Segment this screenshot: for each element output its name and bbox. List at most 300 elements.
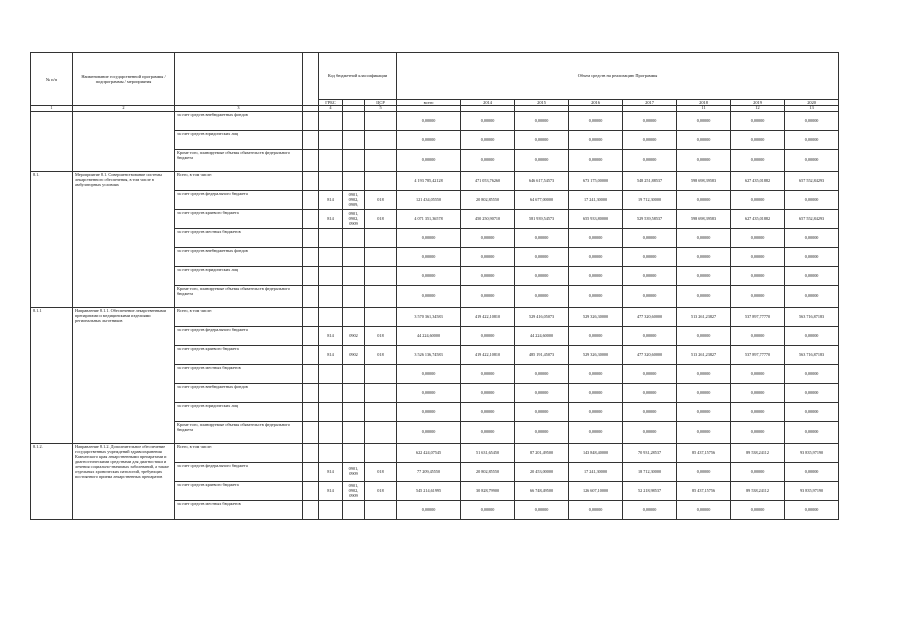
header-year: 2020 xyxy=(785,100,839,106)
amount-year: 0,00000 xyxy=(623,267,677,286)
grbs-code xyxy=(319,248,343,267)
section-code xyxy=(343,403,365,422)
budget-table xyxy=(30,52,839,520)
amount-year: 0,00000 xyxy=(785,384,839,403)
csr-code: 018 xyxy=(365,482,397,501)
header-name: Наименование государственной программы / подпрограммы / мероприятия xyxy=(73,53,175,106)
amount-year: 17 241,30000 xyxy=(569,191,623,210)
amount-year: 85 437,15756 xyxy=(677,444,731,463)
amount-year: 0,00000 xyxy=(515,384,569,403)
amount-year: 0,00000 xyxy=(515,365,569,384)
amount-year: 548 251,88537 xyxy=(623,172,677,191)
amount-total: 0,00000 xyxy=(397,112,461,131)
amount-total: 0,00000 xyxy=(397,150,461,172)
column-index-cell: 13 xyxy=(785,106,839,112)
amount-year: 0,00000 xyxy=(785,150,839,172)
grbs-code: 814 xyxy=(319,346,343,365)
amount-year: 0,00000 xyxy=(569,150,623,172)
gap-cell xyxy=(303,365,319,384)
amount-total: 0,00000 xyxy=(397,422,461,444)
funding-source: за счет средств краевого бюджета xyxy=(175,346,303,365)
csr-code xyxy=(365,403,397,422)
section-code: 0902 xyxy=(343,327,365,346)
grbs-code xyxy=(319,150,343,172)
amount-year: 0,00000 xyxy=(515,248,569,267)
amount-total: 0,00000 xyxy=(397,248,461,267)
amount-year: 581 939,54573 xyxy=(515,210,569,229)
amount-year: 0,00000 xyxy=(731,131,785,150)
amount-year: 0,00000 xyxy=(731,403,785,422)
csr-code xyxy=(365,501,397,520)
header-year: 2017 xyxy=(623,100,677,106)
funding-source: за счет средств юридических лиц xyxy=(175,131,303,150)
amount-year: 0,00000 xyxy=(731,463,785,482)
amount-year: 0,00000 xyxy=(461,286,515,308)
gap-cell xyxy=(303,286,319,308)
header-empty xyxy=(175,53,303,106)
funding-source: за счет средств внебюджетных фондов xyxy=(175,248,303,267)
amount-year: 0,00000 xyxy=(785,365,839,384)
csr-code xyxy=(365,422,397,444)
section-code xyxy=(343,286,365,308)
row-number xyxy=(31,112,73,172)
gap-cell xyxy=(303,422,319,444)
amount-year: 529 416,05073 xyxy=(515,308,569,327)
amount-year: 0,00000 xyxy=(785,267,839,286)
amount-year: 657 552,84293 xyxy=(785,172,839,191)
gap-cell xyxy=(303,131,319,150)
column-index-cell: 12 xyxy=(731,106,785,112)
amount-year: 598 698,39583 xyxy=(677,172,731,191)
funding-source: за счет средств внебюджетных фондов xyxy=(175,112,303,131)
amount-year: 598 698,39583 xyxy=(677,210,731,229)
gap-cell xyxy=(303,267,319,286)
amount-year: 0,00000 xyxy=(569,384,623,403)
amount-year: 44 224,60000 xyxy=(515,327,569,346)
amount-year: 51 631,65450 xyxy=(461,444,515,463)
amount-year: 0,00000 xyxy=(623,229,677,248)
section-code xyxy=(343,267,365,286)
amount-year: 0,00000 xyxy=(461,327,515,346)
csr-code xyxy=(365,308,397,327)
amount-year: 0,00000 xyxy=(461,150,515,172)
grbs-code xyxy=(319,172,343,191)
gap-cell xyxy=(303,112,319,131)
row-title: Направление 8.1.1. Обеспечение лекарственными препаратами и медицинскими изделиями региональных льготников xyxy=(73,308,175,444)
amount-year: 0,00000 xyxy=(461,422,515,444)
amount-year: 0,00000 xyxy=(623,150,677,172)
amount-year: 0,00000 xyxy=(569,365,623,384)
amount-year: 30 828,79900 xyxy=(461,482,515,501)
amount-year: 0,00000 xyxy=(461,112,515,131)
amount-year: 0,00000 xyxy=(569,112,623,131)
gap-cell xyxy=(303,248,319,267)
funding-source: Всего, в том числе: xyxy=(175,308,303,327)
amount-year: 0,00000 xyxy=(731,267,785,286)
amount-total: 0,00000 xyxy=(397,229,461,248)
csr-code: 018 xyxy=(365,327,397,346)
amount-year: 0,00000 xyxy=(569,267,623,286)
amount-year: 0,00000 xyxy=(569,286,623,308)
header-kbk: Код бюджетной классификации xyxy=(319,53,397,100)
section-code xyxy=(343,365,365,384)
gap-cell xyxy=(303,384,319,403)
amount-year: 0,00000 xyxy=(677,384,731,403)
column-index-cell: 3 xyxy=(175,106,303,112)
amount-year: 0,00000 xyxy=(569,422,623,444)
amount-year: 0,00000 xyxy=(677,229,731,248)
column-index-cell: 11 xyxy=(677,106,731,112)
section-code xyxy=(343,248,365,267)
csr-code xyxy=(365,172,397,191)
amount-year: 0,00000 xyxy=(785,112,839,131)
section-code xyxy=(343,384,365,403)
csr-code xyxy=(365,112,397,131)
amount-year: 0,00000 xyxy=(677,463,731,482)
section-code xyxy=(343,229,365,248)
header-year: 2018 xyxy=(677,100,731,106)
row-number: 8.1.1 xyxy=(31,308,73,444)
amount-year: 0,00000 xyxy=(677,112,731,131)
section-code xyxy=(343,112,365,131)
grbs-code xyxy=(319,308,343,327)
section-code xyxy=(343,444,365,463)
amount-year: 0,00000 xyxy=(677,267,731,286)
section-code xyxy=(343,422,365,444)
grbs-code: 814 xyxy=(319,327,343,346)
amount-year: 0,00000 xyxy=(569,403,623,422)
gap-cell xyxy=(303,308,319,327)
amount-year: 0,00000 xyxy=(623,112,677,131)
amount-year: 477 320,60000 xyxy=(623,346,677,365)
amount-year: 0,00000 xyxy=(461,501,515,520)
amount-year: 0,00000 xyxy=(677,248,731,267)
amount-year: 0,00000 xyxy=(731,501,785,520)
amount-year: 0,00000 xyxy=(785,191,839,210)
amount-year: 0,00000 xyxy=(731,365,785,384)
amount-year: 0,00000 xyxy=(785,501,839,520)
amount-year: 20 802,85550 xyxy=(461,191,515,210)
csr-code xyxy=(365,248,397,267)
grbs-code xyxy=(319,444,343,463)
header-year: 2019 xyxy=(731,100,785,106)
csr-code xyxy=(365,384,397,403)
column-index-cell: 2 xyxy=(73,106,175,112)
header-gap xyxy=(303,53,319,106)
amount-year: 0,00000 xyxy=(677,327,731,346)
column-index-cell: 1 xyxy=(31,106,73,112)
amount-year: 0,00000 xyxy=(623,403,677,422)
header-year: 2014 xyxy=(461,100,515,106)
amount-year: 0,00000 xyxy=(785,422,839,444)
funding-source: за счет средств местных бюджетов xyxy=(175,501,303,520)
gap-cell xyxy=(303,346,319,365)
amount-year: 0,00000 xyxy=(569,229,623,248)
amount-year: 0,00000 xyxy=(623,384,677,403)
amount-total: 121 434,05550 xyxy=(397,191,461,210)
funding-source: за счет средств юридических лиц xyxy=(175,267,303,286)
table-row xyxy=(31,308,839,327)
amount-year: 0,00000 xyxy=(785,403,839,422)
gap-cell xyxy=(303,482,319,501)
grbs-code: 814 xyxy=(319,210,343,229)
column-index-cell: 5 xyxy=(365,106,397,112)
amount-total: 0,00000 xyxy=(397,267,461,286)
amount-year: 0,00000 xyxy=(623,422,677,444)
csr-code xyxy=(365,365,397,384)
amount-year: 0,00000 xyxy=(515,131,569,150)
row-number: 8.1.2. xyxy=(31,444,73,520)
funding-source: за счет средств краевого бюджета xyxy=(175,210,303,229)
grbs-code: 814 xyxy=(319,482,343,501)
header-row xyxy=(31,53,839,100)
grbs-code xyxy=(319,112,343,131)
amount-total: 0,00000 xyxy=(397,286,461,308)
amount-total: 622 424,07545 xyxy=(397,444,461,463)
gap-cell xyxy=(303,403,319,422)
funding-source: за счет средств краевого бюджета xyxy=(175,482,303,501)
funding-source: за счет средств федерального бюджета xyxy=(175,191,303,210)
amount-year: 419 422,10810 xyxy=(461,308,515,327)
funding-source: за счет средств федерального бюджета xyxy=(175,327,303,346)
gap-cell xyxy=(303,210,319,229)
amount-total: 77 209,45550 xyxy=(397,463,461,482)
section-code: 0901, 0902, 0909 xyxy=(343,210,365,229)
amount-year: 529 326,30000 xyxy=(569,308,623,327)
amount-year: 673 175,00000 xyxy=(569,172,623,191)
amount-year: 0,00000 xyxy=(785,248,839,267)
gap-cell xyxy=(303,327,319,346)
amount-total: 545 214,61995 xyxy=(397,482,461,501)
amount-year: 0,00000 xyxy=(677,131,731,150)
amount-year: 93 835,97190 xyxy=(785,444,839,463)
amount-year: 646 617,54573 xyxy=(515,172,569,191)
section-code: 0902 xyxy=(343,346,365,365)
funding-source: за счет средств федерального бюджета xyxy=(175,463,303,482)
amount-year: 0,00000 xyxy=(677,191,731,210)
amount-year: 0,00000 xyxy=(677,365,731,384)
grbs-code xyxy=(319,422,343,444)
amount-total: 0,00000 xyxy=(397,131,461,150)
grbs-code xyxy=(319,365,343,384)
grbs-code xyxy=(319,501,343,520)
amount-year: 0,00000 xyxy=(785,463,839,482)
amount-year: 19 712,30000 xyxy=(623,191,677,210)
amount-year: 563 716,87183 xyxy=(785,346,839,365)
funding-source: Кроме того, планируемые объемы обязательств федерального бюджета xyxy=(175,422,303,444)
amount-year: 0,00000 xyxy=(785,131,839,150)
funding-source: за счет средств местных бюджетов xyxy=(175,229,303,248)
grbs-code xyxy=(319,286,343,308)
amount-year: 0,00000 xyxy=(677,150,731,172)
amount-year: 0,00000 xyxy=(515,422,569,444)
amount-year: 0,00000 xyxy=(623,131,677,150)
amount-total: 0,00000 xyxy=(397,384,461,403)
gap-cell xyxy=(303,172,319,191)
amount-year: 17 241,30000 xyxy=(569,463,623,482)
funding-source: Кроме того, планируемые объемы обязательств федерального бюджета xyxy=(175,150,303,172)
amount-year: 20 802,85550 xyxy=(461,463,515,482)
amount-year: 0,00000 xyxy=(569,131,623,150)
amount-year: 0,00000 xyxy=(515,286,569,308)
grbs-code xyxy=(319,131,343,150)
funding-source: за счет средств юридических лиц xyxy=(175,403,303,422)
amount-year: 0,00000 xyxy=(569,501,623,520)
row-number: 8.1. xyxy=(31,172,73,308)
amount-year: 20 453,00000 xyxy=(515,463,569,482)
amount-year: 529 326,30000 xyxy=(569,346,623,365)
amount-year: 0,00000 xyxy=(461,248,515,267)
amount-total: 4 071 351,36578 xyxy=(397,210,461,229)
amount-year: 471 053,76260 xyxy=(461,172,515,191)
amount-year: 0,00000 xyxy=(731,191,785,210)
header-volume: Объем средств на реализацию Программы xyxy=(397,53,839,100)
amount-year: 419 422,10810 xyxy=(461,346,515,365)
budget-table-page xyxy=(30,52,839,520)
amount-year: 0,00000 xyxy=(461,365,515,384)
amount-year: 93 835,97190 xyxy=(785,482,839,501)
amount-year: 563 716,87183 xyxy=(785,308,839,327)
row-title: Направление 8.1.2. Дополнительное обеспечение государственных учреждений здравоохранения Камчатского края лекарственными препаратами и диагностическими средствами для диагностики и лечения социально-значимых заболеваний, а также отдельных хронических патологий, требующих постоянного приема лекарственных препаратов xyxy=(73,444,175,520)
amount-year: 0,00000 xyxy=(623,365,677,384)
amount-year: 0,00000 xyxy=(461,229,515,248)
amount-year: 0,00000 xyxy=(515,112,569,131)
gap-cell xyxy=(303,229,319,248)
amount-year: 627 435,01882 xyxy=(731,172,785,191)
section-code: 0901, 0909 xyxy=(343,463,365,482)
amount-year: 0,00000 xyxy=(515,501,569,520)
amount-year: 0,00000 xyxy=(515,150,569,172)
amount-year: 0,00000 xyxy=(731,229,785,248)
section-code xyxy=(343,308,365,327)
amount-year: 655 933,80000 xyxy=(569,210,623,229)
header-year: 2016 xyxy=(569,100,623,106)
amount-year: 52 218,98537 xyxy=(623,482,677,501)
section-code xyxy=(343,172,365,191)
amount-year: 64 677,00000 xyxy=(515,191,569,210)
amount-year: 0,00000 xyxy=(461,384,515,403)
csr-code: 018 xyxy=(365,191,397,210)
section-code xyxy=(343,501,365,520)
row-title: Мероприятие 8.1. Совершенствование системы лекарственного обеспечения, в том числе в амбулаторных условиях xyxy=(73,172,175,308)
table-row xyxy=(31,444,839,463)
amount-year: 126 607,10000 xyxy=(569,482,623,501)
amount-year: 0,00000 xyxy=(623,501,677,520)
csr-code: 018 xyxy=(365,210,397,229)
amount-year: 657 552,84293 xyxy=(785,210,839,229)
amount-year: 0,00000 xyxy=(677,403,731,422)
amount-year: 537 897,77770 xyxy=(731,308,785,327)
amount-year: 0,00000 xyxy=(731,150,785,172)
funding-source: Кроме того, планируемые объемы обязательств федерального бюджета xyxy=(175,286,303,308)
amount-year: 529 539,58537 xyxy=(623,210,677,229)
section-code: 0901, 0902, 0909, xyxy=(343,191,365,210)
amount-total: 0,00000 xyxy=(397,365,461,384)
amount-year: 85 437,15756 xyxy=(677,482,731,501)
row-title xyxy=(73,112,175,172)
table-row xyxy=(31,112,839,131)
grbs-code xyxy=(319,229,343,248)
header-num: № п/п xyxy=(31,53,73,106)
column-index-cell: 4 xyxy=(319,106,343,112)
csr-code xyxy=(365,150,397,172)
amount-year: 627 435,01882 xyxy=(731,210,785,229)
amount-year: 89 538,24112 xyxy=(731,444,785,463)
header-total: всего xyxy=(397,100,461,106)
csr-code: 018 xyxy=(365,346,397,365)
amount-year: 0,00000 xyxy=(515,403,569,422)
csr-code: 018 xyxy=(365,463,397,482)
grbs-code: 814 xyxy=(319,463,343,482)
amount-year: 450 250,90710 xyxy=(461,210,515,229)
amount-year: 0,00000 xyxy=(569,327,623,346)
header-year: 2015 xyxy=(515,100,569,106)
csr-code xyxy=(365,131,397,150)
header-grbs: ГРБС xyxy=(319,100,343,106)
csr-code xyxy=(365,444,397,463)
amount-year: 0,00000 xyxy=(677,501,731,520)
amount-year: 0,00000 xyxy=(623,248,677,267)
section-code xyxy=(343,150,365,172)
amount-total: 3 570 361,34583 xyxy=(397,308,461,327)
amount-year: 0,00000 xyxy=(731,422,785,444)
amount-year: 0,00000 xyxy=(461,403,515,422)
csr-code xyxy=(365,267,397,286)
amount-year: 0,00000 xyxy=(731,384,785,403)
amount-year: 18 712,30000 xyxy=(623,463,677,482)
funding-source: Всего, в том числе: xyxy=(175,172,303,191)
amount-total: 4 193 785,42128 xyxy=(397,172,461,191)
amount-year: 0,00000 xyxy=(623,327,677,346)
gap-cell xyxy=(303,444,319,463)
amount-year: 513 261,23827 xyxy=(677,346,731,365)
amount-year: 0,00000 xyxy=(569,248,623,267)
amount-year: 0,00000 xyxy=(515,229,569,248)
amount-year: 537 897,77770 xyxy=(731,346,785,365)
section-code xyxy=(343,131,365,150)
amount-year: 0,00000 xyxy=(515,267,569,286)
table-row xyxy=(31,172,839,191)
amount-year: 66 748,49500 xyxy=(515,482,569,501)
amount-total: 0,00000 xyxy=(397,403,461,422)
amount-year: 0,00000 xyxy=(731,248,785,267)
amount-year: 0,00000 xyxy=(677,422,731,444)
grbs-code xyxy=(319,403,343,422)
amount-year: 0,00000 xyxy=(785,229,839,248)
amount-year: 0,00000 xyxy=(623,286,677,308)
grbs-code: 814 xyxy=(319,191,343,210)
gap-cell xyxy=(303,463,319,482)
amount-year: 0,00000 xyxy=(461,267,515,286)
funding-source: за счет средств местных бюджетов xyxy=(175,365,303,384)
amount-year: 0,00000 xyxy=(677,286,731,308)
amount-total: 0,00000 xyxy=(397,501,461,520)
amount-year: 89 538,24112 xyxy=(731,482,785,501)
amount-year: 485 191,45073 xyxy=(515,346,569,365)
grbs-code xyxy=(319,267,343,286)
amount-year: 87 201,49500 xyxy=(515,444,569,463)
funding-source: за счет средств внебюджетных фондов xyxy=(175,384,303,403)
section-code: 0901, 0902, 0909 xyxy=(343,482,365,501)
amount-year: 0,00000 xyxy=(731,286,785,308)
amount-year: 0,00000 xyxy=(731,112,785,131)
amount-year: 0,00000 xyxy=(731,327,785,346)
csr-code xyxy=(365,229,397,248)
amount-year: 513 261,23827 xyxy=(677,308,731,327)
gap-cell xyxy=(303,191,319,210)
grbs-code xyxy=(319,384,343,403)
amount-year: 0,00000 xyxy=(785,286,839,308)
